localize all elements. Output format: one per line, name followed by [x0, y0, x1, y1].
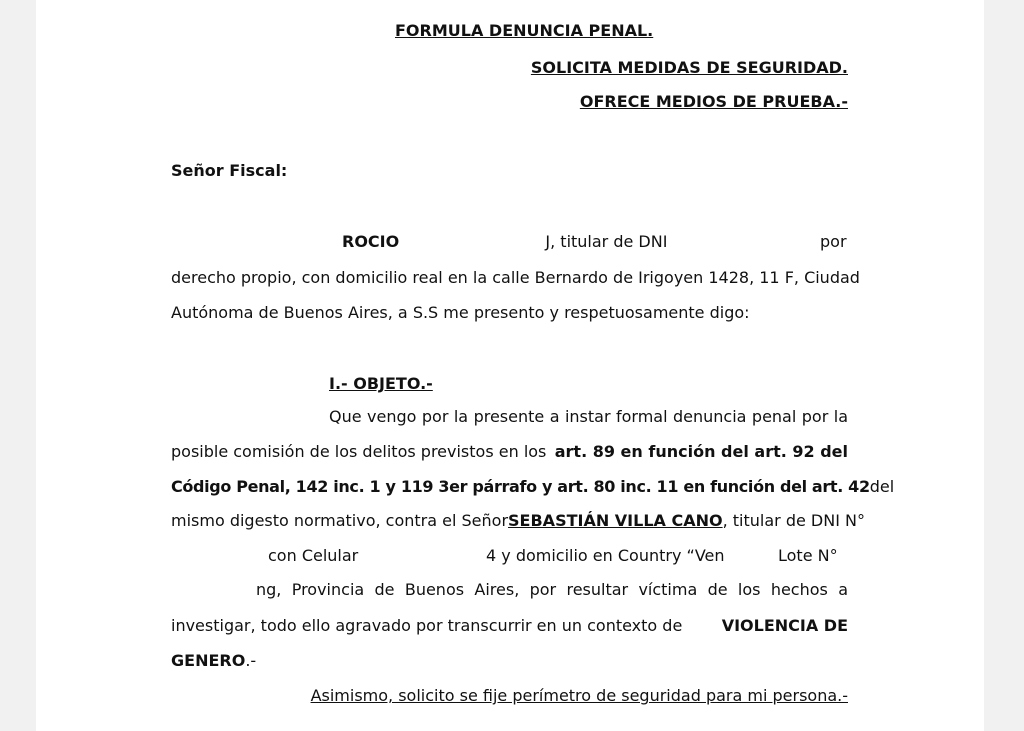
heading-medidas: SOLICITA MEDIDAS DE SEGURIDAD. [530, 58, 848, 77]
body-line-1: Que vengo por la presente a instar formal denuncia penal por la [329, 407, 848, 426]
salutation: Señor Fiscal: [171, 161, 288, 180]
body-line-8-bold: GENERO [171, 651, 246, 670]
body-line-2-bold: art. 89 en función del art. 92 del [554, 442, 848, 461]
body-line-8-tail: .- [245, 651, 257, 670]
body-line-5-c: Lote N° [778, 546, 838, 565]
intro-line-3: Autónoma de Buenos Aires, a S.S me presento y respetuosamente digo: [171, 303, 750, 322]
section-objeto-title: I.- OBJETO.- [329, 374, 433, 393]
body-line-4 [171, 510, 865, 532]
body-line-2-plain: posible comisión de los delitos previstos en los [171, 442, 547, 461]
intro-name-tail: J, titular de DNI [545, 232, 668, 251]
body-line-4-b: , titular de DNI N° [722, 511, 865, 530]
body-line-6: ng, Provincia de Buenos Aires, por resultar víctima de los hechos a [256, 580, 848, 599]
body-line-3-plain: del [869, 477, 895, 496]
intro-por: por [820, 232, 847, 251]
intro-line-2 [171, 267, 860, 289]
body-line-3 [171, 476, 895, 498]
intro-name-first: ROCIO [342, 232, 400, 251]
heading-prueba: OFRECE MEDIOS DE PRUEBA.- [579, 92, 848, 111]
intro-name [342, 231, 667, 253]
body-line-7 [171, 615, 848, 637]
accused-name: SEBASTIÁN VILLA CANO [508, 511, 723, 530]
body-line-2 [171, 441, 848, 463]
heading-denuncia: FORMULA DENUNCIA PENAL. [395, 21, 654, 40]
intro-line-2-text: derecho propio, con domicilio real en la calle Bernardo de Irigoyen 1428, 11 F, Ciudad [171, 268, 860, 287]
body-line-5-b: 4 y domicilio en Country “Ven [486, 546, 725, 565]
body-line-3-bold: Código Penal, 142 inc. 1 y 119 3er párrafo y art. 80 inc. 11 en función del art. 42 [171, 477, 870, 496]
body-line-5-a: con Celular [268, 546, 359, 565]
body-line-7-bold: VIOLENCIA DE [721, 616, 848, 635]
body-line-7-plain: investigar, todo ello agravado por transcurrir en un contexto de [171, 616, 683, 635]
body-line-4-a: mismo digesto normativo, contra el Señor [171, 511, 509, 530]
body-line-8 [171, 650, 256, 672]
document-page [36, 0, 984, 731]
body-line-9: Asimismo, solicito se fije perímetro de seguridad para mi persona.- [310, 686, 848, 705]
